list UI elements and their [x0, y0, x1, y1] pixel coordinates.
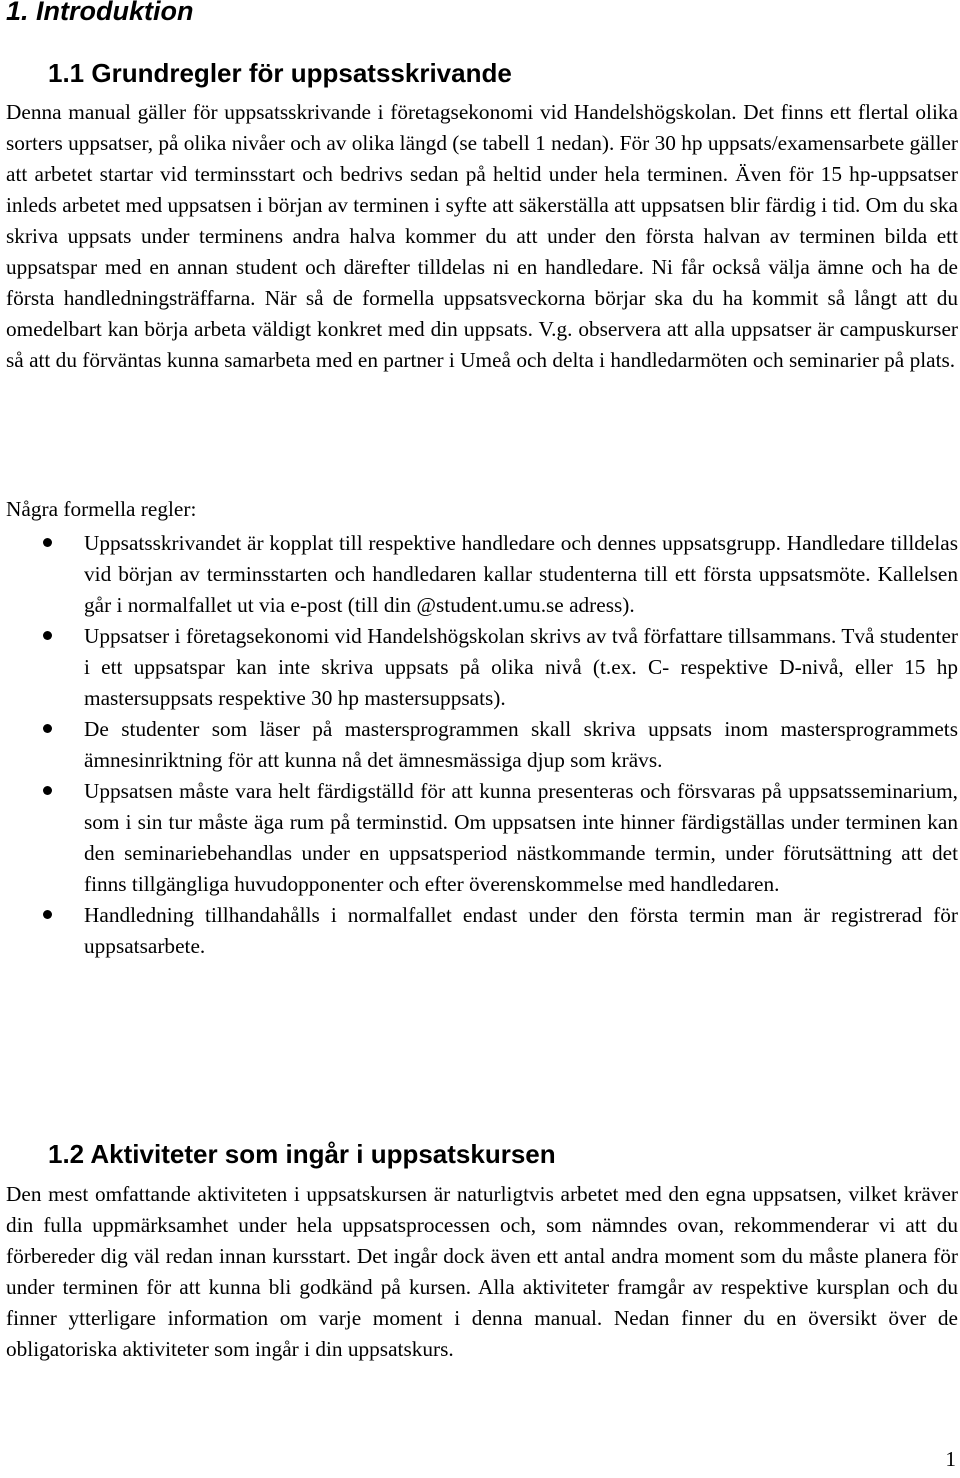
rules-intro: Några formella regler: [6, 497, 197, 521]
rule-item [6, 528, 958, 621]
bullet-icon [43, 631, 52, 640]
rule-item [6, 621, 958, 714]
chapter-title: 1. Introduktion [6, 0, 194, 26]
rules-list [6, 528, 958, 962]
rule-item [6, 776, 958, 900]
rule-text: Handledning tillhandahålls i normalfallet endast under den första termin man är registrerad för uppsatsarbete. [84, 903, 958, 958]
activities-paragraph: Den mest omfattande aktiviteten i uppsatskursen är naturligtvis arbetet med den egna uppsatsen, vilket kräver din fulla uppmärksamhet under hela uppsatsprocessen och, som nämndes ovan, rekommenderar vi att du förbereder dig väl redan innan kursstart. Det ingår dock även ett antal andra moment som du måste planera för under terminen för att kunna bli godkänd på kursen. Alla aktiviteter framgår av respektive kursplan och du finner ytterligare information om varje moment i denna manual. Nedan finner du en översikt över de obligatoriska aktiviteter som ingår i din uppsatskurs. [6, 1182, 958, 1361]
bullet-icon [43, 910, 52, 919]
bullet-icon [43, 724, 52, 733]
section-heading-1-1: 1.1 Grundregler för uppsatsskrivande [48, 58, 512, 88]
intro-paragraph: Denna manual gäller för uppsatsskrivande i företagsekonomi vid Handelshögskolan. Det finns ett flertal olika sorters uppsatser, på olika nivåer och av olika längd (se tabell 1 nedan). För 30 hp uppsats/examensarbete gäller att arbetet startar vid terminsstart och bedrivs sedan på heltid under hela terminen. Även för 15 hp-uppsatser inleds arbetet med uppsatsen i början av terminen i syfte att säkerställa att uppsatsen blir färdig i tid. Om du ska skriva uppsats under terminens andra halva kommer du att under den första halvan av terminen bilda ett uppsatspar med en annan student och därefter tilldelas ni en handledare. Ni får också välja ämne och ha de första handledningsträffarna. När så de formella uppsatsveckorna börjar ska du ha kommit så långt att du omedelbart kan börja arbeta väldigt konkret med din uppsats. V.g. observera att alla uppsatser är campuskurser så att du förväntas kunna samarbeta med en partner i Umeå och delta i handledarmöten och seminarier på plats. [6, 100, 958, 372]
section-heading-1-2: 1.2 Aktiviteter som ingår i uppsatskursen [48, 1139, 556, 1169]
page-number: 1 [945, 1447, 956, 1471]
rule-text: Uppsatsen måste vara helt färdigställd för att kunna presenteras och försvaras på uppsatsseminarium, som i sin tur måste äga rum på terminstid. Om uppsatsen inte hinner färdigställas under terminen kan den seminariebehandlas under en uppsatsperiod nästkommande termin, under förutsättning att det finns tillgängliga huvudopponenter och efter överenskommelse med handledaren. [84, 779, 958, 896]
bullet-icon [43, 786, 52, 795]
rule-item [6, 900, 958, 962]
rule-text: Uppsatser i företagsekonomi vid Handelshögskolan skrivs av två författare tillsammans. Två studenter i ett uppsatspar kan inte skriva uppsats på olika nivå (t.ex. C- respektive D-nivå, eller 15 hp mastersuppsats respektive 30 hp mastersuppsats). [84, 624, 958, 710]
rule-item [6, 714, 958, 776]
rule-text: De studenter som läser på mastersprogrammen skall skriva uppsats inom mastersprogrammets ämnesinriktning för att kunna nå det ämnesmässiga djup som krävs. [84, 717, 958, 772]
bullet-icon [43, 538, 52, 547]
rule-text: Uppsatsskrivandet är kopplat till respektive handledare och dennes uppsatsgrupp. Handledare tilldelas vid början av terminsstarten och handledaren kallar studenterna till ett första uppsatsmöte. Kallelsen går i normalfallet ut via e-post (till din @student.umu.se adress). [84, 531, 958, 617]
